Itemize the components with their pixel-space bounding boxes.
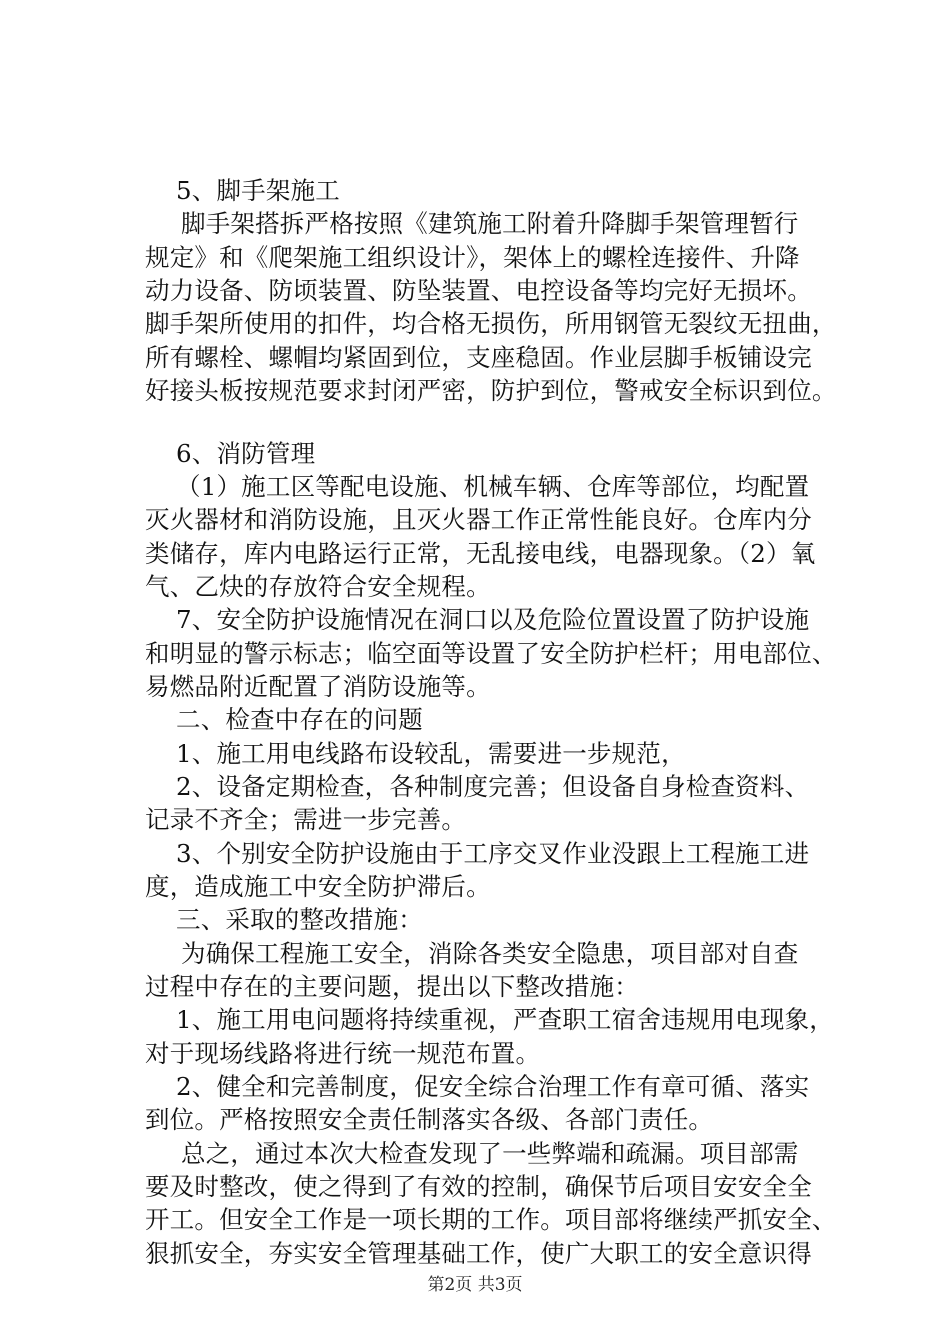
paragraph-line: 总之，通过本次大检查发现了一些弊端和疏漏。项目部需 (181, 1139, 799, 1168)
paragraph-line: 度，造成施工中安全防护滞后。 (145, 872, 491, 901)
section-heading-measures: 三、采取的整改措施： (176, 905, 423, 934)
section-heading-fire: 6、消防管理 (176, 439, 316, 468)
paragraph-line: 2、设备定期检查，各种制度完善；但设备自身检查资料、 (176, 772, 810, 801)
paragraph-line: 要及时整改，使之得到了有效的控制，确保节后项目安安全全 (145, 1172, 812, 1201)
paragraph-line: 开工。但安全工作是一项长期的工作。项目部将继续严抓安全、 (145, 1205, 837, 1234)
paragraph-line: 规定》和《爬架施工组织设计》，架体上的螺栓连接件、升降 (145, 243, 800, 272)
section-heading-scaffolding: 5、脚手架施工 (176, 176, 340, 205)
paragraph-line: 3、个别安全防护设施由于工序交叉作业没跟上工程施工进 (176, 839, 810, 868)
page-footer: 第2页 共3页 (427, 1275, 523, 1295)
paragraph-line: 对于现场线路将进行统一规范布置。 (145, 1039, 541, 1068)
paragraph-line: 7、安全防护设施情况在洞口以及危险位置设置了防护设施 (176, 605, 810, 634)
paragraph-line: 过程中存在的主要问题，提出以下整改措施： (145, 972, 639, 1001)
paragraph-line: 类储存，库内电路运行正常，无乱接电线，电器现象。（2）氧 (145, 539, 816, 568)
paragraph-line: 为确保工程施工安全，消除各类安全隐患，项目部对自查 (181, 939, 799, 968)
paragraph-line: 脚手架所使用的扣件，均合格无损伤，所用钢管无裂纹无扭曲， (145, 309, 837, 338)
paragraph-line: 狠抓安全，夯实安全管理基础工作，使广大职工的安全意识得 (145, 1239, 812, 1268)
paragraph-line: 所有螺栓、螺帽均紧固到位，支座稳固。作业层脚手板铺设完 (145, 343, 812, 372)
paragraph-line: 和明显的警示标志；临空面等设置了安全防护栏杆；用电部位、 (145, 639, 837, 668)
paragraph-line: 好接头板按规范要求封闭严密，防护到位，警戒安全标识到位。 (145, 376, 837, 405)
paragraph-line: 动力设备、防顷装置、防坠装置、电控设备等均完好无损坏。 (145, 276, 812, 305)
section-heading-issues: 二、检查中存在的问题 (176, 705, 423, 734)
paragraph-line: 到位。严格按照安全责任制落实各级、各部门责任。 (145, 1105, 714, 1134)
paragraph-line: 2、健全和完善制度，促安全综合治理工作有章可循、落实 (176, 1072, 810, 1101)
paragraph-line: 脚手架搭拆严格按照《建筑施工附着升降脚手架管理暂行 (181, 209, 799, 238)
paragraph-line: 1、施工用电问题将持续重视，严查职工宿舍违规用电现象， (176, 1005, 834, 1034)
paragraph-line: 灭火器材和消防设施，且灭火器工作正常性能良好。仓库内分 (145, 505, 812, 534)
paragraph-line: 易燃品附近配置了消防设施等。 (145, 672, 491, 701)
paragraph-line: 1、施工用电线路布设较乱，需要进一步规范， (176, 739, 686, 768)
paragraph-line: 记录不齐全；需进一步完善。 (145, 805, 467, 834)
paragraph-line: 气、乙炔的存放符合安全规程。 (145, 572, 491, 601)
paragraph-line: （1）施工区等配电设施、机械车辆、仓库等部位，均配置 (176, 472, 810, 501)
